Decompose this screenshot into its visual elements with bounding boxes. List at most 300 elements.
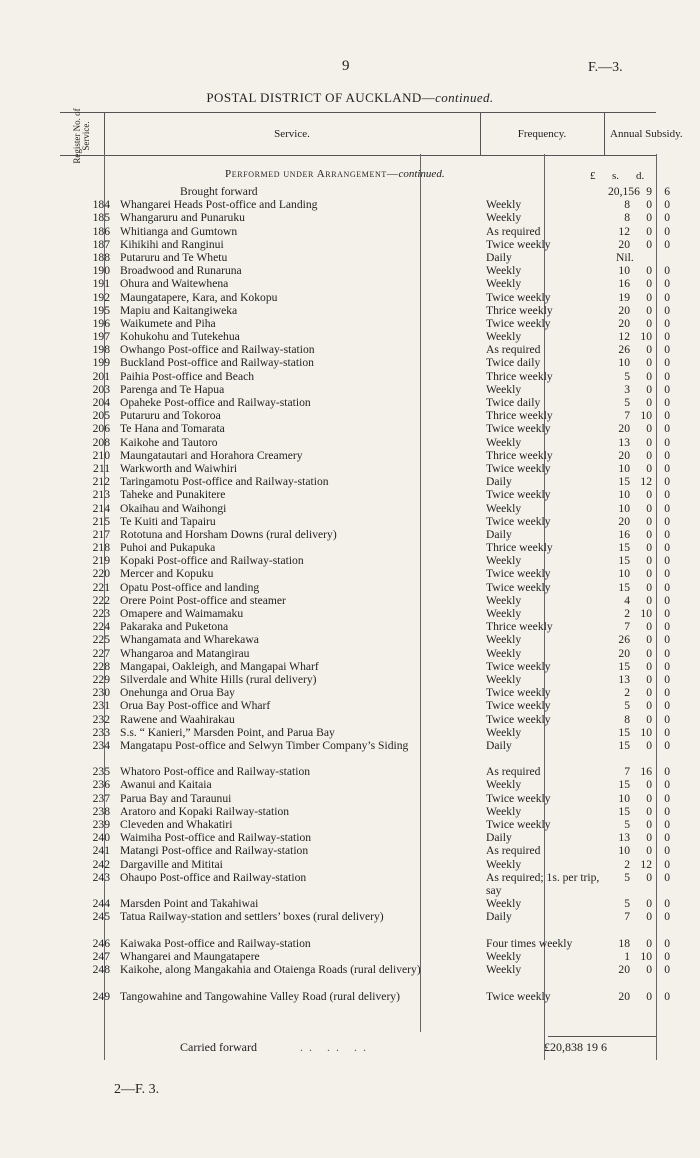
frequency: Twice weekly (486, 316, 551, 330)
subsidy-pence: 0 (664, 277, 670, 291)
frequency: Weekly (486, 725, 522, 739)
register-number: 215 (92, 514, 110, 528)
service-name: Whangarei and Maungatapere (120, 949, 260, 963)
service-name: Mangapai, Oakleigh, and Mangapai Wharf (120, 659, 319, 673)
shillings-heading: s. (612, 170, 620, 182)
service-name: Warkworth and Waiwhiri (120, 461, 238, 475)
frequency: As required (486, 844, 541, 858)
subsidy-pounds: 15 (618, 580, 630, 594)
frequency: Twice weekly (486, 818, 551, 832)
frequency: Twice weekly (486, 567, 551, 581)
frequency: Weekly (486, 593, 522, 607)
frequency: Weekly (486, 435, 522, 449)
frequency: Twice daily (486, 356, 541, 370)
page-reference: F.—3. (588, 60, 623, 75)
total-rule (548, 1036, 656, 1037)
service-name: Kohukohu and Tutekehua (120, 330, 240, 344)
service-name: Pakaraka and Puketona (120, 620, 229, 634)
subsidy-pence: 0 (664, 844, 670, 858)
column-subsidy: Annual Subsidy. (610, 128, 683, 140)
service-name: Opaheke Post-office and Railway-station (120, 396, 311, 409)
subsidy-shillings: 0 (646, 356, 652, 370)
subsidy-pence: 0 (664, 857, 670, 871)
subsidy-shillings: 10 (640, 949, 652, 963)
frequency: Weekly (486, 501, 522, 515)
frequency: Weekly (486, 633, 522, 647)
subsidy-shillings: 0 (646, 593, 652, 607)
subsidy-pence: 0 (664, 699, 670, 713)
table-row (60, 251, 656, 264)
subsidy-pence: 0 (664, 765, 670, 779)
subsidy-nil: Nil. (616, 250, 634, 264)
table-row (60, 290, 670, 304)
register-number: 244 (92, 897, 110, 911)
subsidy-shillings: 0 (646, 567, 652, 581)
subsidy-pence: 0 (664, 791, 670, 805)
subsidy-pence: 0 (664, 237, 670, 251)
subsidy-pence: 0 (664, 396, 670, 409)
subsidy-pence: 0 (664, 382, 670, 396)
subsidy-pence: 0 (664, 831, 670, 845)
frequency: Weekly (486, 804, 522, 818)
subsidy-shillings: 0 (646, 620, 652, 634)
register-number: 240 (92, 831, 110, 845)
table-row (60, 659, 670, 673)
subsidy-pence: 0 (664, 409, 670, 423)
page-footer: 2—F. 3. (114, 1082, 160, 1097)
subsidy-pence: 0 (664, 672, 670, 686)
register-number: 242 (92, 857, 110, 871)
service-name: Taheke and Punakitere (120, 488, 226, 502)
column-register: Register No. of Service. (60, 113, 105, 155)
carried-forward-label: Carried forward (180, 1040, 257, 1054)
register-number: 211 (93, 461, 110, 475)
table-row (60, 316, 670, 330)
subsidy-shillings: 16 (640, 765, 652, 779)
service-name: Whangaroa and Matangirau (120, 646, 250, 660)
service-name: Cleveden and Whakatiri (120, 818, 233, 832)
frequency: Thrice weekly (486, 409, 553, 423)
subsidy-pounds: 15 (618, 541, 630, 555)
title-italic: continued. (435, 90, 494, 105)
subsidy-shillings: 0 (646, 382, 652, 396)
table-row (60, 580, 670, 594)
service-name: Waimiha Post-office and Railway-station (120, 831, 312, 845)
subsidy-pence: 0 (664, 963, 670, 977)
register-number: 241 (92, 844, 110, 858)
service-name: Maungatautari and Horahora Creamery (120, 448, 303, 462)
subsidy-pence: 0 (664, 804, 670, 818)
subsidy-pounds: 10 (618, 356, 630, 370)
table-row (60, 607, 670, 620)
subsidy-shillings: 0 (646, 343, 652, 357)
subsidy-shillings: 0 (646, 699, 652, 713)
register-number: 237 (92, 791, 110, 805)
subsidy-pence: 0 (664, 989, 670, 1003)
subsidy-pence: 0 (664, 369, 670, 383)
table-row (60, 949, 670, 963)
frequency: Twice weekly (486, 422, 551, 436)
subsidy-pence: 0 (664, 527, 670, 541)
register-number: 245 (92, 910, 110, 924)
subsidy-pence: 0 (664, 686, 670, 700)
frequency: As required (486, 343, 541, 357)
subsidy-pence: 0 (664, 501, 670, 515)
table-row (60, 831, 670, 845)
brought-forward-pounds: 20,156 (608, 185, 640, 198)
table-row (60, 527, 670, 541)
subsidy-pounds: 15 (618, 778, 630, 792)
service-name: Whangaruru and Punaruku (120, 211, 245, 225)
register-number: 238 (92, 804, 110, 818)
subsidy-shillings: 0 (646, 686, 652, 700)
service-name: Paihia Post-office and Beach (120, 369, 255, 383)
frequency: Weekly (486, 672, 522, 686)
table-row (60, 672, 670, 686)
subsidy-pence: 0 (664, 303, 670, 317)
table-row (60, 686, 670, 700)
table-row (60, 870, 670, 897)
subsidy-pence: 0 (664, 541, 670, 555)
service-name: Taringamotu Post-office and Railway-station (120, 475, 329, 489)
page-title (0, 90, 700, 106)
frequency: Daily (486, 910, 512, 924)
service-name: Buckland Post-office and Railway-station (120, 356, 314, 370)
table-row (60, 488, 670, 502)
subsidy-pence: 0 (664, 356, 670, 370)
register-number: 188 (92, 250, 110, 264)
subsidy-pounds: 3 (624, 382, 630, 396)
subsidy-shillings: 0 (646, 277, 652, 291)
subsidy-shillings: 0 (646, 501, 652, 515)
register-number: 221 (92, 580, 110, 594)
service-name: Kaikohe, along Mangakahia and Otaienga Roads (rural delivery) (120, 963, 421, 977)
table-row (60, 224, 670, 238)
register-number: 236 (92, 778, 110, 792)
service-name: Ohura and Waitewhena (120, 277, 229, 291)
subsidy-pence: 0 (664, 554, 670, 568)
subsidy-pence: 0 (664, 738, 670, 752)
subsidy-pounds: 20 (618, 989, 630, 1003)
frequency: Twice weekly (486, 580, 551, 594)
subsidy-pence: 0 (664, 198, 670, 212)
subsidy-pounds: 5 (624, 870, 630, 884)
service-name: Te Hana and Tomarata (120, 422, 225, 436)
subsidy-shillings: 0 (646, 712, 652, 726)
table-row (60, 554, 670, 568)
service-name: Marsden Point and Takahiwai (120, 897, 259, 911)
subsidy-shillings: 0 (646, 844, 652, 858)
register-number: 223 (92, 607, 110, 620)
service-name: Whitianga and Gumtown (120, 224, 238, 238)
table-row (60, 897, 670, 911)
frequency: Daily (486, 250, 512, 264)
subsidy-pence: 0 (664, 435, 670, 449)
register-number: 247 (92, 949, 110, 963)
table-row (60, 712, 670, 726)
service-name: Matangi Post-office and Railway-station (120, 844, 309, 858)
subsidy-pounds: 1 (624, 949, 630, 963)
subsidy-pence: 0 (664, 488, 670, 502)
table-row (60, 435, 670, 449)
table-row (60, 422, 670, 436)
subsidy-shillings: 0 (646, 659, 652, 673)
subsidy-pounds: 8 (624, 211, 630, 225)
frequency: Twice weekly (486, 237, 551, 251)
frequency: Twice weekly (486, 514, 551, 528)
subsidy-pounds: 7 (624, 910, 630, 924)
section-heading (225, 168, 445, 180)
subsidy-pounds: 5 (624, 369, 630, 383)
subsidy-pounds: 16 (618, 527, 630, 541)
frequency: Daily (486, 738, 512, 752)
table-row (60, 738, 670, 765)
subsidy-pounds: 20 (618, 646, 630, 660)
subsidy-pence: 0 (664, 659, 670, 673)
subsidy-shillings: 0 (646, 778, 652, 792)
register-number: 201 (92, 369, 110, 383)
register-number: 239 (92, 818, 110, 832)
service-name: Kaikohe and Tautoro (120, 435, 218, 449)
title-main: POSTAL DISTRICT OF AUCKLAND— (206, 90, 436, 105)
table-row (60, 910, 670, 936)
subsidy-shillings: 0 (646, 738, 652, 752)
frequency: Weekly (486, 963, 522, 977)
table-row (60, 396, 670, 409)
subsidy-pence: 0 (664, 725, 670, 739)
table-row (60, 963, 670, 989)
subsidy-pence: 0 (664, 264, 670, 278)
subsidy-pounds: 10 (618, 844, 630, 858)
subsidy-pounds: 15 (618, 554, 630, 568)
service-name: Opatu Post-office and landing (120, 580, 260, 594)
subsidy-pence: 0 (664, 422, 670, 436)
service-name: Omapere and Waimamaku (120, 607, 244, 620)
subsidy-pounds: 15 (618, 725, 630, 739)
subsidy-pence: 0 (664, 514, 670, 528)
frequency: Twice weekly (486, 699, 551, 713)
service-name: Onehunga and Orua Bay (120, 686, 235, 700)
subsidy-pence: 0 (664, 567, 670, 581)
frequency: Twice weekly (486, 488, 551, 502)
table-row (60, 475, 670, 489)
register-number: 190 (92, 264, 110, 278)
service-name: Putaruru and Te Whetu (120, 250, 228, 264)
frequency: Thrice weekly (486, 448, 553, 462)
register-number: 225 (92, 633, 110, 647)
service-name: Tatua Railway-station and settlers’ boxes (rural delivery) (120, 910, 384, 924)
table-row (60, 989, 670, 1016)
register-number: 203 (92, 382, 110, 396)
register-number: 224 (92, 620, 110, 634)
subsidy-shillings: 0 (646, 910, 652, 924)
subsidy-pounds: 2 (624, 686, 630, 700)
subsidy-pence: 0 (664, 224, 670, 238)
frequency: Weekly (486, 277, 522, 291)
subsidy-pounds: 18 (618, 936, 630, 950)
register-number: 218 (92, 541, 110, 555)
subsidy-shillings: 10 (640, 607, 652, 620)
subsidy-pounds: 20 (618, 422, 630, 436)
subsidy-shillings: 0 (646, 646, 652, 660)
subsidy-pounds: 13 (618, 435, 630, 449)
table-row (60, 237, 670, 251)
table-row (60, 343, 670, 357)
subsidy-pounds: 7 (624, 620, 630, 634)
register-number: 208 (92, 435, 110, 449)
subsidy-shillings: 0 (646, 422, 652, 436)
register-number: 214 (92, 501, 110, 515)
table-row (60, 646, 670, 660)
frequency: Twice weekly (486, 712, 551, 726)
subsidy-shillings: 0 (646, 936, 652, 950)
frequency: Thrice weekly (486, 541, 553, 555)
register-number: 219 (92, 554, 110, 568)
subsidy-shillings: 10 (640, 330, 652, 344)
subsidy-pence: 0 (664, 461, 670, 475)
register-number: 229 (92, 672, 110, 686)
subsidy-pounds: 20 (618, 237, 630, 251)
frequency: Weekly (486, 897, 522, 911)
table-row (60, 936, 670, 950)
register-number: 231 (92, 699, 110, 713)
service-name: Kihikihi and Ranginui (120, 237, 224, 251)
table-row (60, 567, 670, 581)
frequency: Weekly (486, 382, 522, 396)
subsidy-pounds: 10 (618, 488, 630, 502)
subsidy-pence: 0 (664, 778, 670, 792)
subsidy-shillings: 0 (646, 316, 652, 330)
frequency: Weekly (486, 646, 522, 660)
subsidy-pence: 0 (664, 475, 670, 489)
subsidy-pence: 0 (664, 290, 670, 304)
table-row (60, 633, 670, 647)
frequency: Weekly (486, 857, 522, 871)
subsidy-shillings: 0 (646, 527, 652, 541)
subsidy-pounds: 15 (618, 659, 630, 673)
subsidy-pounds: 15 (618, 804, 630, 818)
table-row (60, 541, 670, 555)
subsidy-pounds: 10 (618, 501, 630, 515)
subsidy-pounds: 20 (618, 303, 630, 317)
frequency: Four times weekly (486, 936, 573, 950)
frequency: Twice weekly (486, 461, 551, 475)
service-name: Silverdale and White Hills (rural delivery) (120, 672, 317, 686)
service-name: Aratoro and Kopaki Railway-station (120, 804, 290, 818)
register-number: 192 (92, 290, 110, 304)
subsidy-shillings: 0 (646, 989, 652, 1003)
subsidy-shillings: 0 (646, 290, 652, 304)
subsidy-shillings: 0 (646, 211, 652, 225)
service-name: Kaiwaka Post-office and Railway-station (120, 936, 311, 950)
subsidy-shillings: 0 (646, 672, 652, 686)
register-number: 199 (92, 356, 110, 370)
subsidy-pounds: 8 (624, 712, 630, 726)
service-name: Owhango Post-office and Railway-station (120, 343, 315, 357)
leader-dots: .. .. .. (300, 1040, 372, 1054)
subsidy-pounds: 5 (624, 897, 630, 911)
table-row (60, 699, 670, 713)
table-row (60, 277, 670, 291)
register-number: 187 (92, 237, 110, 251)
brought-forward-label: Brought forward (180, 185, 258, 198)
subsidy-pounds: 26 (618, 343, 630, 357)
subsidy-pounds: 5 (624, 396, 630, 409)
service-name: Parenga and Te Hapua (120, 382, 225, 396)
subsidy-pence: 0 (664, 897, 670, 911)
section-label: Performed under Arrangement— (225, 168, 399, 180)
register-number: 212 (92, 475, 110, 489)
subsidy-shillings: 0 (646, 554, 652, 568)
service-name: Putaruru and Tokoroa (120, 409, 221, 423)
subsidy-shillings: 0 (646, 303, 652, 317)
register-number: 197 (92, 330, 110, 344)
service-name: Orere Point Post-office and steamer (120, 593, 286, 607)
service-name: Whatoro Post-office and Railway-station (120, 765, 311, 779)
register-number: 246 (92, 936, 110, 950)
table-row (60, 725, 670, 739)
subsidy-pence: 0 (664, 620, 670, 634)
table-row (60, 211, 670, 225)
subsidy-pounds: 10 (618, 791, 630, 805)
subsidy-shillings: 12 (640, 475, 652, 489)
frequency: Twice daily (486, 396, 541, 409)
subsidy-shillings: 0 (646, 963, 652, 977)
subsidy-pence: 0 (664, 818, 670, 832)
subsidy-shillings: 0 (646, 804, 652, 818)
subsidy-pounds: 10 (618, 461, 630, 475)
subsidy-pounds: 20 (618, 316, 630, 330)
register-number: 234 (92, 738, 110, 752)
subsidy-pounds: 20 (618, 514, 630, 528)
register-number: 222 (92, 593, 110, 607)
frequency: Weekly (486, 554, 522, 568)
subsidy-pounds: 8 (624, 198, 630, 212)
table-row (60, 382, 670, 396)
subsidy-shillings: 0 (646, 224, 652, 238)
subsidy-shillings: 0 (646, 448, 652, 462)
subsidy-pence: 0 (664, 580, 670, 594)
subsidy-pence: 0 (664, 936, 670, 950)
frequency: Weekly (486, 211, 522, 225)
subsidy-shillings: 10 (640, 725, 652, 739)
subsidy-pounds: 12 (618, 224, 630, 238)
frequency: Daily (486, 527, 512, 541)
subsidy-pounds: 7 (624, 409, 630, 423)
table-row (60, 818, 670, 832)
subsidy-pence: 0 (664, 910, 670, 924)
service-name: Rototuna and Horsham Downs (rural delivery) (120, 527, 337, 541)
service-table (60, 185, 670, 1016)
carried-forward-total: £20,838 19 6 (544, 1040, 607, 1054)
subsidy-pence: 0 (664, 316, 670, 330)
subsidy-shillings: 0 (646, 488, 652, 502)
subsidy-shillings: 0 (646, 870, 652, 884)
subsidy-pence: 0 (664, 633, 670, 647)
subsidy-pounds: 13 (618, 831, 630, 845)
frequency: Twice weekly (486, 290, 551, 304)
register-number: 228 (92, 659, 110, 673)
register-number: 204 (92, 396, 110, 409)
register-number: 184 (92, 198, 110, 212)
service-name: Orua Bay Post-office and Wharf (120, 699, 271, 713)
subsidy-shillings: 12 (640, 857, 652, 871)
subsidy-pence: 0 (664, 870, 670, 884)
subsidy-pence: 0 (664, 646, 670, 660)
frequency: Daily (486, 831, 512, 845)
table-row (60, 356, 670, 370)
subsidy-shillings: 0 (646, 818, 652, 832)
